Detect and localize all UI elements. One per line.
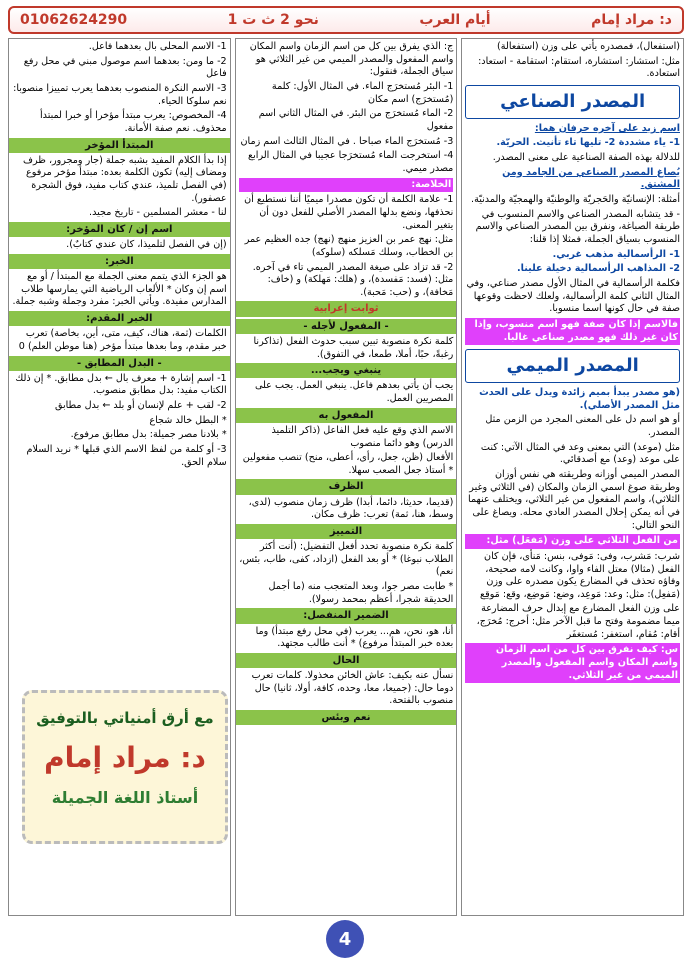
page-header — [8, 6, 684, 34]
text: 2- قد تزاد على صيغة المصدر الميمي تاء في آخره. مثل: (فسد: مَفسدة)، و (هلك: مَهلكة) و (خاف: مَخافة)، و (حب: مَحبة). — [252, 261, 454, 298]
text: 1- البئر مُستخرَج الماء. في المثال الأول: كلمة (مُستخرَج) اسم مكان — [271, 80, 454, 105]
signature-name: د: مراد إمام — [44, 741, 206, 774]
section-bar: الحال — [236, 653, 457, 668]
text: - قد يتشابه المصدر الصناعي والاسم المنسوب في طريقة الصياغة، ونفرق بين المصدر الصناعي والاسم المنسوب بسياق الجملة، فمثلا إذا قلنا: — [475, 208, 680, 245]
header-phone: 01062624290 — [20, 12, 128, 28]
text: 1- اسم إشارة + معرف بال ← بدل مطابق. * إن ذلك الكتاب مفيد: بدل مطابق منصوب. — [15, 372, 227, 397]
text: يُصاغ المصدر الصناعي من الجامد ومن المشتق. — [502, 166, 680, 191]
text: كلمة نكرة منصوبة تحدد أفعل التفضيل: (أنت أكثر الطلاب نبوغا) * أو بعد الفعل (ازداد، كفى، طاب، بئس، نعم) — [239, 541, 454, 578]
section-bar: اسم إن / كان المؤخر: — [9, 222, 230, 237]
signature-wish: مع أرق أمنياتي بالتوفيق — [36, 709, 214, 727]
section-title-mimi-source: المصدر الميمي — [465, 349, 680, 383]
text: 3- مُستخرَج الماء صباحا . في المثال الثالث اسم زمان — [240, 135, 454, 147]
section-bar: نعم وبئس — [236, 710, 457, 725]
text: 4- المخصوص: يعرب مبتدأ مؤخرا أو خبرا لمبتدأ محذوف. نعم صفة الأمانة. — [40, 110, 227, 134]
section-bar: المفعول به — [236, 408, 457, 423]
text: يجب أن يأتي بعدهم فاعل. ينبغي العمل. يجب على المصريين العمل. — [255, 380, 454, 404]
section-bar: التمييز — [236, 524, 457, 539]
highlight-note: من الفعل الثلاثي على وزن (مَفعَل) مثل: — [465, 534, 680, 549]
text: مثل (موعد) التي بمعنى وعد في المثال الآتي: كنت على موعد (وعد) مع أصدقائي. — [480, 441, 680, 466]
text: (إن في الفصل لتلميذا، كان عندي كتابٌ). — [66, 239, 227, 251]
text: أنا، هو، نحن، هم... يعرب (في محل رفع مبتدأ) وما بعده خبر المبتدأ مرفوع) * أنت طالب مجتهد. — [255, 625, 454, 650]
text: مثل: استشار: استشارة، استقام: استقامة - استعاد: استعادة. — [478, 55, 680, 80]
text: (استفعال)، فمصدره يأتي على وزن (استفعالة) — [497, 41, 680, 52]
middle-column — [235, 38, 458, 916]
text: كلمة نكرة منصوبة تبين سبب حدوث الفعل (تذاكرنا رغبةً، حبًا، أملا، طمعا، في التفوق). — [253, 335, 454, 360]
text: 2- لقب + علم لإنسان أو بلد ← بدل مطابق — [54, 400, 227, 412]
text: الأفعال (ظن، جعل، رأى، أعطى، منح) تنصب مفعولين * أستاذ جعل الصعب سهلا. — [242, 452, 454, 476]
text: 3- أو كلمة من لفظ الاسم الذي قبلها * نريد السلام سلام الحق. — [26, 444, 227, 468]
right-column — [461, 38, 684, 916]
section-bar: ثوابت إعرابية — [236, 301, 457, 316]
text: للدلالة بهذه الصفة الصناعية على معنى المصدر. — [492, 152, 680, 164]
text: على وزن الفعل المضارع مع إبدال حرف المضارعة ميما مضمومة وفتح ما قبل الآخر مثل: أخرج: مُخرَج، أقام: مُقام، استغفر: مُستغفَر — [476, 603, 680, 640]
text: 1- علامة الكلمة أن تكون مصدرا ميميًا أننا نستطيع أن نحذفها، ونضع بدلها المصدر الأصلي للفعل دون أن يتغير المعنى. — [244, 194, 454, 231]
highlight-question: س: كيف نفرق بين كل من اسم الزمان واسم المكان واسم المفعول والمصدر الميمي من غير الثلاثي. — [465, 643, 680, 683]
text: نسأل عنه بكيف: عاش الخائن مخذولا. كلمات تعرب دوما حال: (جميعا، معا، وحده، كافة، أولا، ثانيا) حال منصوب بالفتحة. — [251, 670, 454, 707]
text: * بلادنا مصر جميلة: بدل مطابق مرفوع. — [70, 429, 227, 441]
section-bar: الظرف — [236, 479, 457, 494]
section-bar: الضمير المنفصل: — [236, 608, 457, 623]
text: 2- المذاهب الرأسمالية دخيلة علينا. — [517, 263, 680, 275]
text: هو الجزء الذي يتمم معنى الجملة مع المبتدأ / أو مع اسم إن وكان * الألعاب الرياضية التي يمارسها طلاب المدارس مفيدة. ويأتي الخبر: مفرد وجملة وشبه جملة. — [12, 271, 227, 308]
text: * البطل خالد شجاع — [149, 414, 227, 426]
text: (قديما، حديثا، دائما، أبدا) ظرف زمان منصوب (لدى، وسط، هنا، ثمة) تعرب: ظرف مكان. — [248, 496, 454, 521]
section-bar: الخبر: — [9, 254, 230, 269]
text: الاسم الذي وقع عليه فعل الفاعل (ذاكر التلميذ الدرس) وهو دائما منصوب — [271, 424, 454, 449]
text: أو هو اسم دل على المعنى المجرد من الزمن مثل المصدر. — [485, 414, 680, 438]
signature-role: أستاذ اللغة الجميلة — [51, 788, 199, 807]
text: 1- الاسم المحلى بال بعدهما فاعل. — [88, 41, 227, 52]
section-bar: الخبر المقدم: — [9, 311, 230, 326]
text: 1- ياء مشددة 2- تليها تاء تأنيث. الحريّة. — [496, 137, 680, 149]
header-author: د: مراد إمام — [591, 12, 672, 28]
section-bar: - البدل المطابق - — [9, 356, 230, 371]
text: * طابت مصر جوا، وبعد المتعجب منه (ما أجمل الحديقة شجرا، أعظم بمحمد رسولا). — [268, 581, 454, 605]
text: 4- استخرجت الماء مُستخرَجا عجيبا في المثال الرابع مصدر ميمي. — [248, 150, 454, 174]
signature-card — [22, 690, 228, 844]
header-title: أيام العرب — [419, 12, 491, 28]
text: ج: الذي يفرق بين كل من اسم الزمان واسم المكان واسم المفعول والمصدر الميمي من غير الثلاثي هو سياق الجملة، فنقول: — [249, 41, 454, 78]
section-title-industrial-source: المصدر الصناعي — [465, 85, 680, 119]
text: 3- الاسم النكرة المنصوب بعدهما يعرب تمييزا منصوبا: نعم سلوكا الحياء. — [13, 82, 227, 107]
text: أمثلة: الإنسانيّة والحَجريّة والوطنيّة والهمجيّة والمدنيّة. — [471, 194, 680, 205]
text: (هو مصدر يبدأ بميم زائدة ويدل على الحدث مثل المصدر الأصلي). — [479, 386, 680, 411]
text: 2- ما ومن: بعدهما اسم موصول مبني في محل رفع فاعل — [23, 55, 227, 80]
text: اسم زيد على آخره حرفان هما: — [534, 122, 680, 134]
page-number: 4 — [326, 920, 364, 958]
header-subject: نحو 2 ث ت 1 — [227, 12, 319, 28]
text: شرب: مَشرب، وفى: مَوفى، بنس: مَنأى، فإن كان الفعل (مثالا) معتل الفاء واوا، وكانت لامه صحيحة، وفاؤه تحذف في المضارع يكون مصدره على وزن (مَفعِل): مثل: وعد: مَوعِد، وضع: مَوضِع، وقع: مَوقِع — [480, 550, 680, 600]
text: لنا - معشر المسلمين - تاريخ مجيد. — [89, 207, 227, 219]
text: الكلمات (ثمة، هناك، كيف، متى، أين، بخاصة) تعرب خبر مقدم، وما بعدها مبتدأ مؤخر (هنا موطن العلم) 0 — [18, 328, 227, 352]
text: فكلمة الرأسمالية في المثال الأول مصدر صناعي، وفي المثال الثاني كلمة الرأسمالية، ولعلك لاحظت وقوعها صفة في حال كونها اسما منسوبا. — [466, 277, 680, 315]
section-bar: - المفعول لأجله - — [236, 319, 457, 334]
section-bar: ينبغي ويجب... — [236, 363, 457, 378]
text: مثل: نهج عمر بن العزيز منهج (نهج) جده العظيم عمر بن الخطاب، وسلك مَسلكه (سلوكه) — [244, 234, 454, 258]
text: 1- الرأسمالية مذهب غربي. — [552, 248, 680, 260]
highlight-note: فالاسم إذا كان صفة فهو اسم منسوب، وإذا كان غير ذلك فهو مصدر صناعي غالبا. — [465, 318, 680, 345]
text: المصدر الميمي أوزانه وطريقته هي نفس أوزان وطريقة صوغ اسمي الزمان والمكان (في الثلاثي وغير الثلاثي)، واسم المفعول من غير الثلاثي، ويختلف عنهما في أنه يمكن إحلال المصدر العادي محله. ويصاغ على النحو التالي: — [468, 468, 680, 531]
text: إذا بدأ الكلام المفيد بشبه جملة (جار ومجرور، ظرف ومضاف إليه) تكون الكلمة بعده: مبتدأ مؤخر مرفوع (في الفصل تلميذ، عندي كتاب مفيد، فوق الشجرة عصفور). — [23, 154, 227, 204]
text: 2- الماء مُستخرَج من البئر. في المثال الثاني اسم مفعول — [258, 108, 454, 132]
section-bar: المبتدأ المؤخر — [9, 138, 230, 153]
summary-label: الخلاصة: — [239, 178, 454, 193]
